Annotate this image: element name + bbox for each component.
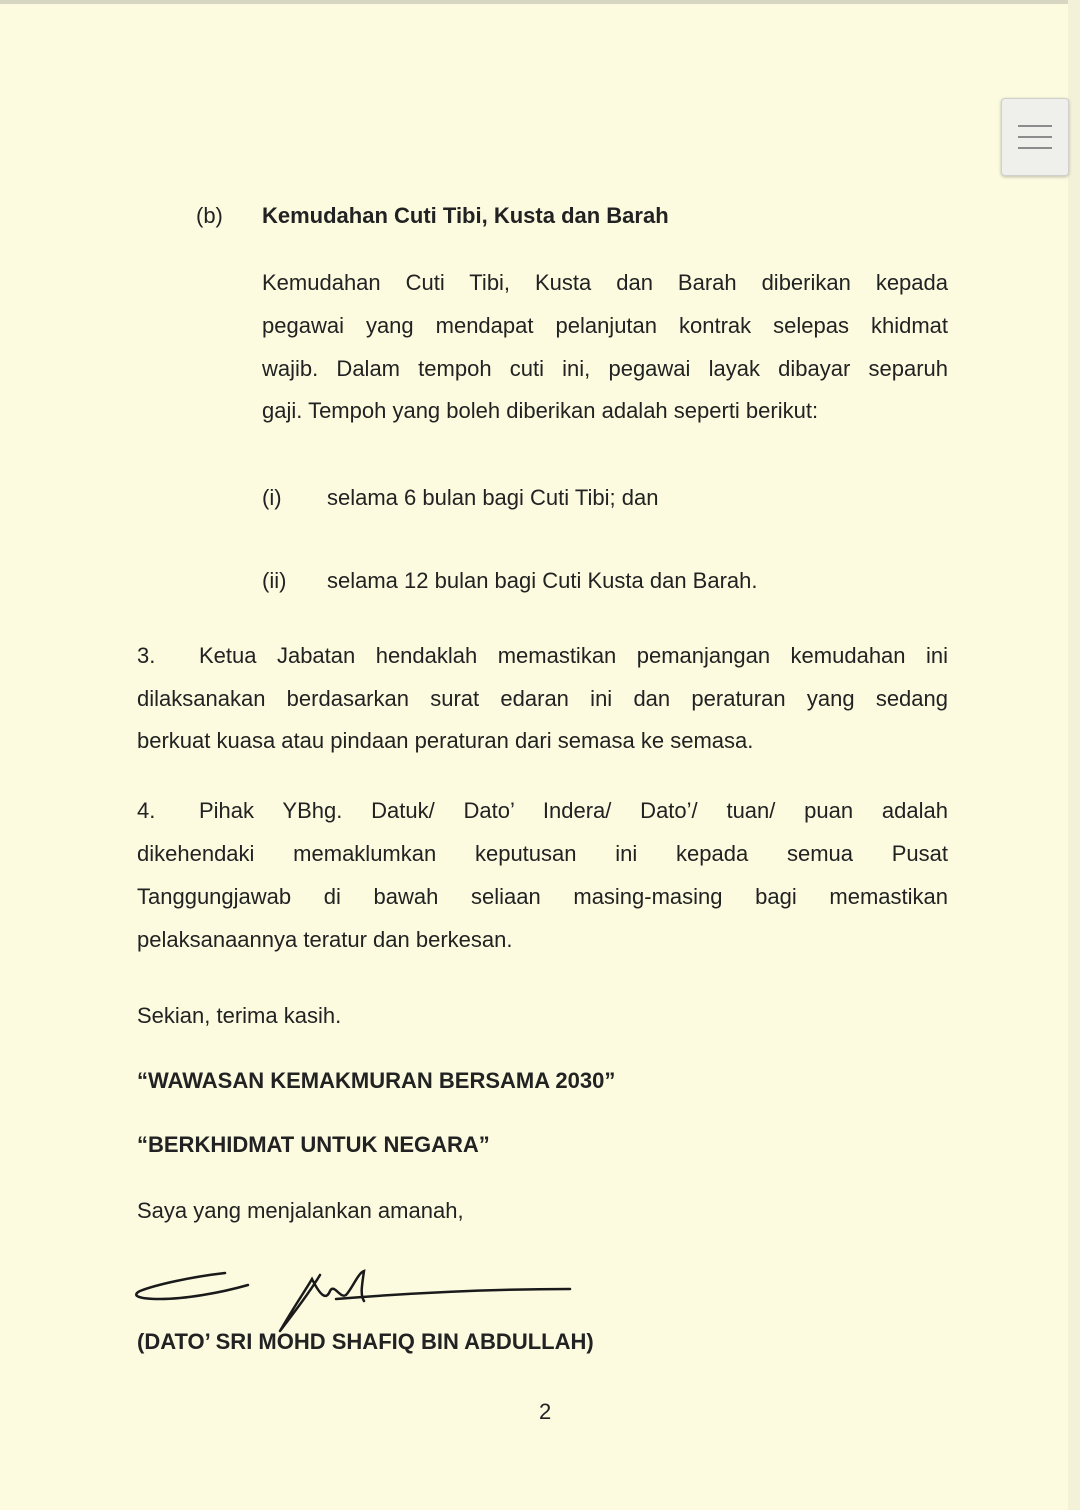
paragraph-line: Pihak YBhg. Datuk/ Dato’ Indera/ Dato’/ tuan/ puan adalah bbox=[199, 798, 948, 823]
hamburger-menu-icon[interactable] bbox=[1001, 98, 1069, 176]
para4-line-4: pelaksanaannya teratur dan berkesan. bbox=[137, 927, 513, 952]
paragraph-line: Ketua Jabatan hendaklah memastikan pemanjangan kemudahan ini bbox=[199, 643, 948, 668]
list-item-marker: (ii) bbox=[262, 568, 287, 593]
section-b-paragraph bbox=[262, 261, 948, 390]
para3-line-2 bbox=[137, 677, 948, 720]
signature bbox=[130, 1255, 590, 1335]
page-number: 2 bbox=[539, 1399, 552, 1424]
motto-2: “BERKHIDMAT UNTUK NEGARA” bbox=[137, 1132, 490, 1157]
list-item-marker: (i) bbox=[262, 485, 282, 510]
section-b-paragraph-last: gaji. Tempoh yang boleh diberikan adalah seperti berikut: bbox=[262, 398, 819, 423]
motto-1: “WAWASAN KEMAKMURAN BERSAMA 2030” bbox=[137, 1068, 616, 1093]
para4-lines bbox=[137, 832, 948, 918]
paragraph-line: Tanggungjawab di bawah seliaan masing-masing bagi memastikan bbox=[137, 884, 948, 909]
menu-line bbox=[1018, 136, 1052, 138]
section-b-marker: (b) bbox=[196, 203, 223, 228]
menu-line bbox=[1018, 125, 1052, 127]
menu-line bbox=[1018, 147, 1052, 149]
para3-number: 3. bbox=[137, 643, 156, 668]
para3-line-3: berkuat kuasa atau pindaan peraturan dari semasa ke semasa. bbox=[137, 728, 754, 753]
paragraph-line: Kemudahan Cuti Tibi, Kusta dan Barah diberikan kepada bbox=[262, 270, 948, 295]
top-border bbox=[0, 0, 1080, 4]
paragraph-line: pegawai yang mendapat pelanjutan kontrak selepas khidmat bbox=[262, 313, 948, 338]
page-edge bbox=[1068, 0, 1080, 1510]
sign-off: Saya yang menjalankan amanah, bbox=[137, 1198, 464, 1223]
paragraph-line: wajib. Dalam tempoh cuti ini, pegawai layak dibayar separuh bbox=[262, 356, 948, 381]
paragraph-line: dikehendaki memaklumkan keputusan ini kepada semua Pusat bbox=[137, 841, 948, 866]
para4-number: 4. bbox=[137, 798, 156, 823]
section-b-heading: Kemudahan Cuti Tibi, Kusta dan Barah bbox=[262, 203, 669, 228]
list-item-text: selama 12 bulan bagi Cuti Kusta dan Barah. bbox=[327, 568, 758, 593]
signatory-name: (DATO’ SRI MOHD SHAFIQ BIN ABDULLAH) bbox=[137, 1329, 594, 1354]
para3-line-1 bbox=[199, 634, 948, 677]
list-item-text: selama 6 bulan bagi Cuti Tibi; dan bbox=[327, 485, 659, 510]
closing-text: Sekian, terima kasih. bbox=[137, 1003, 342, 1028]
para4-line-1 bbox=[199, 789, 948, 832]
paragraph-line: dilaksanakan berdasarkan surat edaran ini dan peraturan yang sedang bbox=[137, 686, 948, 711]
